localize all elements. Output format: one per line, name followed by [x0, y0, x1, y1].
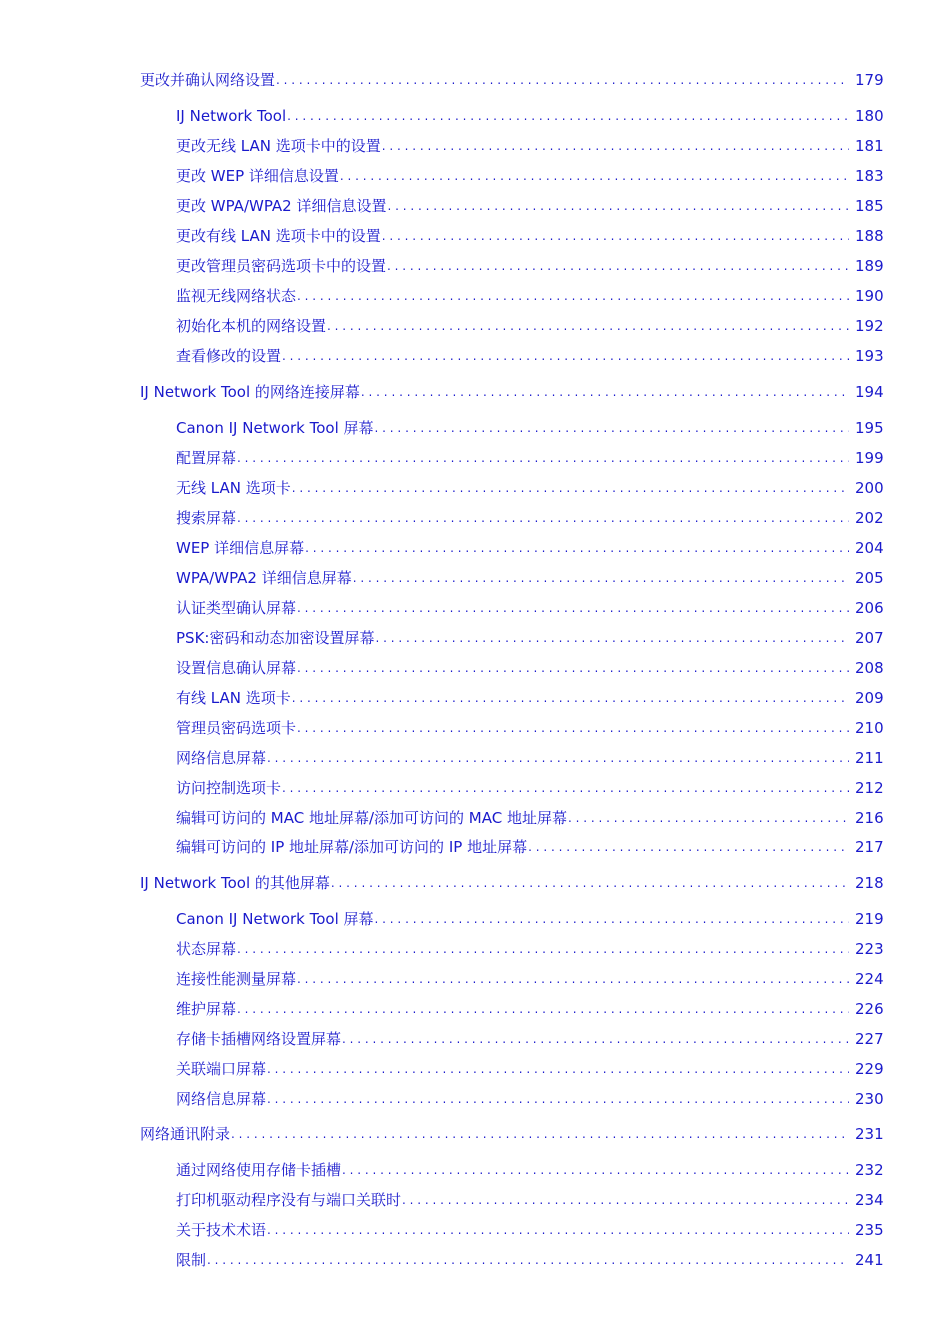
toc-leader [297, 285, 849, 307]
toc-entry[interactable] [176, 908, 883, 930]
toc-entry-title: IJ Network Tool 的其他屏幕 [140, 874, 330, 892]
toc-entry-title: 打印机驱动程序没有与端口关联时 [176, 1191, 402, 1209]
toc-entry[interactable] [176, 998, 883, 1020]
toc-entry-page: 195 [855, 419, 884, 437]
toc-leader [305, 537, 849, 559]
toc-leader [297, 657, 849, 679]
toc-entry[interactable] [176, 255, 883, 277]
toc-entry-page: 231 [855, 1125, 884, 1143]
toc-entry[interactable] [176, 687, 883, 709]
toc-entry[interactable] [176, 1189, 883, 1211]
toc-entry-title: 更改 WPA/WPA2 详细信息设置 [176, 197, 387, 215]
toc-leader [231, 1123, 849, 1145]
toc-entry-page: 211 [855, 749, 884, 767]
toc-entry[interactable] [176, 1159, 883, 1181]
toc-leader [331, 872, 849, 894]
toc-leader [342, 1159, 849, 1181]
toc-leader [267, 1219, 849, 1241]
toc-entry-title: 查看修改的设置 [176, 347, 282, 365]
toc-entry-page: 188 [855, 227, 884, 245]
toc-entry[interactable] [176, 938, 883, 960]
toc-entry-title: WEP 详细信息屏幕 [176, 539, 305, 557]
toc-entry[interactable] [140, 872, 883, 894]
toc-entry-title: 有线 LAN 选项卡 [176, 689, 291, 707]
toc-leader [237, 507, 849, 529]
toc-entry-page: 183 [855, 167, 884, 185]
toc-entry[interactable] [176, 807, 883, 829]
toc-leader [297, 597, 849, 619]
toc-leader [375, 908, 849, 930]
toc-entry[interactable] [176, 345, 883, 367]
toc-leader [327, 315, 849, 337]
toc-entry[interactable] [176, 747, 883, 769]
toc-entry-title: 关联端口屏幕 [176, 1060, 267, 1078]
toc-entry-title: IJ Network Tool 的网络连接屏幕 [140, 383, 360, 401]
toc-entry-title: 维护屏幕 [176, 1000, 237, 1018]
toc-leader [388, 195, 850, 217]
toc-entry-title: 更改管理员密码选项卡中的设置 [176, 257, 387, 275]
toc-entry-title: 限制 [176, 1251, 207, 1269]
toc-entry[interactable] [176, 1249, 883, 1271]
toc-leader [375, 627, 849, 649]
toc-entry-title: 网络通讯附录 [140, 1125, 231, 1143]
toc-leader [568, 807, 849, 829]
toc-leader [207, 1249, 849, 1271]
toc-entry-page: 190 [855, 287, 884, 305]
toc-entry-page: 185 [855, 197, 884, 215]
toc-entry[interactable] [176, 1058, 883, 1080]
toc-entry-title: 存储卡插槽网络设置屏幕 [176, 1030, 342, 1048]
toc-entry-page: 235 [855, 1221, 884, 1239]
toc-entry-page: 241 [855, 1251, 884, 1269]
toc-leader [267, 1088, 849, 1110]
toc-entry-page: 216 [855, 809, 884, 827]
toc-entry-page: 210 [855, 719, 884, 737]
toc-entry[interactable] [176, 657, 883, 679]
toc-entry-title: 编辑可访问的 MAC 地址屏幕/添加可访问的 MAC 地址屏幕 [176, 809, 567, 827]
toc-leader [340, 165, 849, 187]
toc-entry-title: 更改有线 LAN 选项卡中的设置 [176, 227, 381, 245]
toc-leader [528, 836, 849, 858]
toc-entry-page: 194 [855, 383, 884, 401]
toc-entry[interactable] [176, 285, 883, 307]
toc-entry[interactable] [176, 417, 883, 439]
toc-entry-page: 234 [855, 1191, 884, 1209]
toc-entry-page: 226 [855, 1000, 884, 1018]
toc-leader [402, 1189, 849, 1211]
toc-entry-title: 更改 WEP 详细信息设置 [176, 167, 339, 185]
toc-leader [292, 687, 849, 709]
toc-leader [282, 777, 849, 799]
toc-entry-title: 关于技术术语 [176, 1221, 267, 1239]
toc-entry[interactable] [140, 381, 883, 403]
toc-entry-title: 编辑可访问的 IP 地址屏幕/添加可访问的 IP 地址屏幕 [176, 838, 528, 856]
toc-entry-title: 初始化本机的网络设置 [176, 317, 327, 335]
toc-leader [267, 1058, 849, 1080]
toc-entry-page: 218 [855, 874, 884, 892]
toc-entry-page: 227 [855, 1030, 884, 1048]
toc-entry-page: 229 [855, 1060, 884, 1078]
toc-entry-page: 204 [855, 539, 884, 557]
toc-entry[interactable] [140, 1123, 883, 1145]
toc-entry-title: 设置信息确认屏幕 [176, 659, 297, 677]
toc-entry-page: 192 [855, 317, 884, 335]
toc-entry-title: 配置屏幕 [176, 449, 237, 467]
toc-leader [375, 417, 849, 439]
toc-entry[interactable] [176, 836, 883, 858]
toc-entry-page: 230 [855, 1090, 884, 1108]
toc-entry-title: 监视无线网络状态 [176, 287, 297, 305]
toc-entry-title: 连接性能测量屏幕 [176, 970, 297, 988]
toc-entry[interactable] [176, 597, 883, 619]
toc-entry[interactable] [176, 447, 883, 469]
toc-entry-page: 208 [855, 659, 884, 677]
toc-entry-title: 网络信息屏幕 [176, 1090, 267, 1108]
toc-entry-page: 217 [855, 838, 884, 856]
toc-leader [282, 345, 849, 367]
toc-entry[interactable] [176, 225, 883, 247]
toc-entry[interactable] [176, 567, 883, 589]
toc-entry-page: 206 [855, 599, 884, 617]
toc-leader [267, 747, 849, 769]
toc-entry-title: 更改无线 LAN 选项卡中的设置 [176, 137, 381, 155]
toc-leader [297, 968, 849, 990]
toc-entry-page: 189 [855, 257, 884, 275]
toc-entry[interactable] [176, 1028, 883, 1050]
toc-entry-title: 认证类型确认屏幕 [176, 599, 297, 617]
toc-entry-page: 232 [855, 1161, 884, 1179]
toc-leader [342, 1028, 849, 1050]
toc-entry[interactable] [176, 777, 883, 799]
toc-entry[interactable] [176, 537, 883, 559]
toc-leader [237, 998, 849, 1020]
toc-entry-page: 219 [855, 910, 884, 928]
toc-entry-title: Canon IJ Network Tool 屏幕 [176, 910, 374, 928]
toc-entry-title: WPA/WPA2 详细信息屏幕 [176, 569, 352, 587]
toc-entry-page: 202 [855, 509, 884, 527]
toc-entry[interactable] [176, 105, 883, 127]
toc-entry-page: 207 [855, 629, 884, 647]
toc-entry-title: Canon IJ Network Tool 屏幕 [176, 419, 374, 437]
toc-entry-page: 224 [855, 970, 884, 988]
toc-leader [287, 105, 849, 127]
toc-entry[interactable] [176, 627, 883, 649]
toc-entry-title: 无线 LAN 选项卡 [176, 479, 291, 497]
toc-entry[interactable] [176, 165, 883, 187]
toc-entry-page: 205 [855, 569, 884, 587]
toc-entry-page: 209 [855, 689, 884, 707]
toc-entry[interactable] [176, 135, 883, 157]
toc-entry-page: 223 [855, 940, 884, 958]
toc-entry-title: 更改并确认网络设置 [140, 71, 276, 89]
toc-entry[interactable] [176, 717, 883, 739]
toc-entry[interactable] [176, 477, 883, 499]
toc-entry-title: 状态屏幕 [176, 940, 237, 958]
toc-leader [237, 447, 849, 469]
toc-leader [353, 567, 849, 589]
toc-leader [292, 477, 849, 499]
toc-leader [297, 717, 849, 739]
toc-leader [382, 135, 849, 157]
toc-leader [361, 381, 849, 403]
toc-entry-title: 搜索屏幕 [176, 509, 237, 527]
toc-entry[interactable] [176, 315, 883, 337]
toc-entry[interactable] [176, 507, 883, 529]
toc-entry[interactable] [176, 195, 883, 217]
toc-entry-title: 管理员密码选项卡 [176, 719, 297, 737]
toc-entry-page: 199 [855, 449, 884, 467]
toc-entry-title: 网络信息屏幕 [176, 749, 267, 767]
toc-entry-page: 200 [855, 479, 884, 497]
toc-leader [382, 225, 849, 247]
toc-entry-title: 通过网络使用存储卡插槽 [176, 1161, 342, 1179]
toc-entry-title: 访问控制选项卡 [176, 779, 282, 797]
toc-entry[interactable] [176, 1088, 883, 1110]
toc-leader [387, 255, 849, 277]
toc-entry-title: PSK:密码和动态加密设置屏幕 [176, 629, 375, 647]
toc-leader [237, 938, 849, 960]
toc-leader [276, 69, 849, 91]
toc-entry-page: 212 [855, 779, 884, 797]
toc-entry-page: 180 [855, 107, 884, 125]
toc-entry-page: 193 [855, 347, 884, 365]
toc-entry-page: 179 [855, 71, 884, 89]
toc-entry[interactable] [176, 968, 883, 990]
toc-entry[interactable] [140, 69, 883, 91]
toc-entry-page: 181 [855, 137, 884, 155]
toc-entry[interactable] [176, 1219, 883, 1241]
toc-entry-title: IJ Network Tool [176, 107, 287, 125]
